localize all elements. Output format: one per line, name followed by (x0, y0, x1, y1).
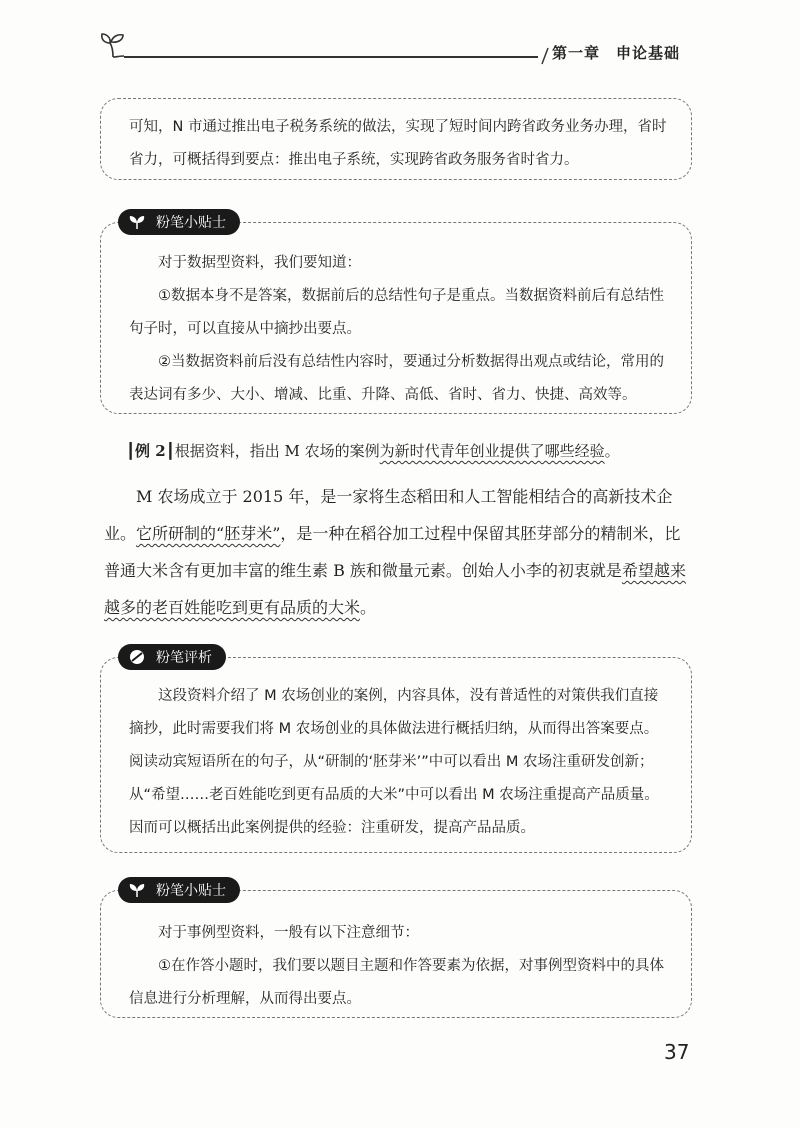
tip-intro: 对于事例型资料，一般有以下注意细节： (158, 925, 419, 941)
tip-box-case (100, 890, 692, 1018)
example-tag: ┃例 2┃ (126, 442, 175, 460)
emphasized-text: 希望越来越多的老百姓能吃到更有品质的大米 (104, 561, 686, 617)
page-number: 37 (664, 1040, 690, 1064)
tip-box-data (100, 222, 692, 414)
emphasized-text: 它所研制的“胚芽米” (136, 524, 281, 543)
chapter-title: 申论基础 (616, 44, 681, 62)
emphasized-text: 为新时代青年创业提供了哪些经验 (379, 442, 605, 460)
summary-box (100, 98, 692, 180)
summary-text: 可知，N 市通过推出电子税务系统的做法，实现了短时间内跨省政务业务办理，省时省力，可概括得到要点：推出电子系统，实现跨省政务服务省时省力。 (129, 119, 667, 168)
running-header (552, 42, 680, 63)
tip-item: ①数据本身不是答案，数据前后的总结性句子是重点。当数据资料前后有总结性句子时，可以直接从中摘抄出要点。 (129, 288, 664, 337)
tip-body (129, 917, 669, 1016)
analysis-label: 粉笔评析 (118, 644, 226, 670)
sprout-icon (126, 214, 148, 230)
material-paragraph: M 农场成立于 2015 年，是一家将生态稻田和人工智能相结合的高新技术企业。它所研制的“胚芽米”，是一种在稻谷加工过程中保留其胚芽部分的精制米，比普通大米含有更加丰富的维生素 B 族和微量元素。创始人小李的初衷就是希望越来越多的老百姓能吃到更有品质的大米。 (104, 487, 686, 617)
tip-body (129, 247, 669, 412)
chalk-icon (126, 649, 148, 665)
chapter-label: 第一章 (552, 44, 601, 62)
tip-label: 粉笔小贴士 (118, 209, 240, 235)
header-rule (124, 56, 538, 58)
tip-label: 粉笔小贴士 (118, 877, 240, 903)
header-slash (540, 46, 550, 66)
tip-item: ②当数据资料前后没有总结性内容时，要通过分析数据得出观点或结论，常用的表达词有多少、大小、增减、比重、升降、高低、省时、省力、快捷、高效等。 (129, 354, 664, 403)
analysis-body (129, 680, 669, 845)
example-question: ┃例 2┃根据资料，指出 M 农场的案例为新时代青年创业提供了哪些经验。 (126, 442, 620, 460)
tip-item: ①在作答小题时，我们要以题目主题和作答要素为依据，对事例型资料中的具体信息进行分析理解，从而得出要点。 (129, 958, 664, 1007)
tip-intro: 对于数据型资料，我们要知道： (158, 255, 361, 271)
analysis-box (100, 657, 692, 853)
sprout-icon (126, 882, 148, 898)
analysis-text: 这段资料介绍了 M 农场创业的案例，内容具体，没有普适性的对策供我们直接摘抄，此时需要我们将 M 农场创业的具体做法进行概括归纳，从而得出答案要点。阅读动宾短语所在的句子，从“研制的‘胚芽米’”中可以看出 M 农场注重研发创新；从“希望……老百姓能吃到更有品质的大米”中可以看出 M 农场注重提高产品质量。因而可以概括出此案例提供的经验：注重研发，提高产品品质。 (129, 688, 659, 836)
